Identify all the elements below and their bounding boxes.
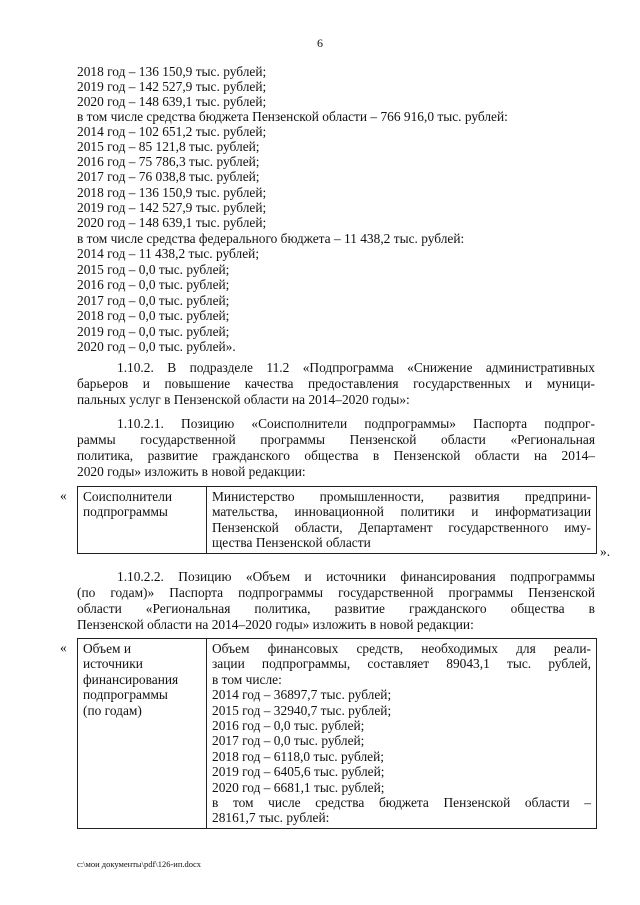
- text-line: 2020 год – 148 639,1 тыс. рублей;: [77, 215, 267, 230]
- text-line: 2018 год – 136 150,9 тыс. рублей;: [77, 64, 267, 79]
- paragraph-1-10-2-2: [77, 569, 595, 633]
- cell-line: подпрограммы: [83, 504, 168, 520]
- cell-line: щества Пензенской области: [212, 535, 371, 551]
- text-line: 2016 год – 75 786,3 тыс. рублей;: [77, 154, 260, 169]
- paragraph-line: политика, развитие гражданского общества в Пензенской области на 2014–: [77, 448, 595, 463]
- text-line: 2015 год – 85 121,8 тыс. рублей;: [77, 139, 260, 154]
- text-line: 2019 год – 0,0 тыс. рублей;: [77, 324, 230, 339]
- cell-line: (по годам): [83, 702, 142, 718]
- table-cell-label: [78, 487, 207, 554]
- text-line: 2020 год – 0,0 тыс. рублей».: [77, 339, 236, 354]
- paragraph-line: 1.10.2.2. Позицию «Объем и источники финансирования подпрограммы: [117, 569, 595, 584]
- cell-line: источники: [83, 656, 143, 672]
- paragraph-1-10-2: [77, 360, 595, 408]
- cell-line: 2016 год – 0,0 тыс. рублей;: [212, 718, 365, 734]
- paragraph-line: Пензенской области на 2014–2020 годы» изложить в новой редакции:: [77, 617, 474, 632]
- text-line: 2015 год – 0,0 тыс. рублей;: [77, 262, 230, 277]
- cell-line: в том числе:: [212, 671, 282, 687]
- cell-line: зации подпрограммы, составляет 89043,1 тыс. рублей,: [212, 656, 591, 672]
- table-cell-value: [207, 487, 597, 554]
- cell-line: 2014 год – 36897,7 тыс. рублей;: [212, 687, 392, 703]
- cell-line: Объем и: [83, 641, 132, 656]
- text-line: 2018 год – 136 150,9 тыс. рублей;: [77, 185, 267, 200]
- cell-line: в том числе средства бюджета Пензенской области –: [212, 795, 591, 811]
- text-line: в том числе средства федерального бюджета – 11 438,2 тыс. рублей:: [77, 231, 465, 246]
- paragraph-line: барьеров и повышение качества предоставления государственных и муници-: [77, 376, 595, 391]
- text-line: 2018 год – 0,0 тыс. рублей;: [77, 308, 230, 323]
- cell-line: Министерство промышленности, развития предприни-: [212, 489, 591, 504]
- text-line: 2019 год – 142 527,9 тыс. рублей;: [77, 79, 267, 94]
- paragraph-line: раммы государственной программы Пензенской области «Региональная: [77, 432, 595, 447]
- passport-table-coexecutors: [77, 486, 597, 554]
- cell-line: 2018 год – 6118,0 тыс. рублей;: [212, 748, 384, 764]
- passport-table-financing: [77, 638, 597, 829]
- cell-line: Соисполнители: [83, 489, 173, 504]
- cell-line: 28161,7 тыс. рублей:: [212, 810, 330, 826]
- table-row: [78, 639, 597, 829]
- cell-line: Объем финансовых средств, необходимых для реали-: [212, 641, 591, 656]
- paragraph-1-10-2-1: [77, 416, 595, 480]
- opening-quote: «: [60, 488, 67, 503]
- text-line: в том числе средства бюджета Пензенской области – 766 916,0 тыс. рублей:: [77, 109, 508, 124]
- text-line: 2019 год – 142 527,9 тыс. рублей;: [77, 200, 267, 215]
- footer-file-path: c:\мои документы\pdf\126-ип.docx: [77, 859, 202, 869]
- cell-line: 2015 год – 32940,7 тыс. рублей;: [212, 702, 392, 718]
- paragraph-line: 1.10.2.1. Позицию «Соисполнители подпрограммы» Паспорта подпрог-: [117, 416, 595, 431]
- text-line: 2017 год – 0,0 тыс. рублей;: [77, 293, 230, 308]
- closing-quote: ».: [600, 544, 611, 559]
- cell-line: мательства, инновационной политики и информатизации: [212, 504, 591, 520]
- table-cell-value: [207, 639, 597, 829]
- cell-line: подпрограммы: [83, 687, 168, 703]
- table-row: [78, 487, 597, 554]
- text-line: 2014 год – 11 438,2 тыс. рублей;: [77, 246, 260, 261]
- text-line: 2017 год – 76 038,8 тыс. рублей;: [77, 169, 260, 184]
- cell-line: 2019 год – 6405,6 тыс. рублей;: [212, 764, 385, 780]
- paragraph-line: 1.10.2. В подразделе 11.2 «Подпрограмма «Снижение административных: [117, 360, 595, 375]
- paragraph-line: пальных услуг в Пензенской области на 2014–2020 годы»:: [77, 392, 410, 407]
- text-line: 2016 год – 0,0 тыс. рублей;: [77, 277, 230, 292]
- paragraph-line: (по годам)» Паспорта подпрограммы государственной программы Пензенской: [77, 585, 595, 600]
- paragraph-line: области «Региональная политика, развитие гражданского общества в: [77, 601, 595, 616]
- cell-line: 2017 год – 0,0 тыс. рублей;: [212, 733, 365, 749]
- cell-line: 2020 год – 6681,1 тыс. рублей;: [212, 779, 385, 795]
- table-cell-label: [78, 639, 207, 829]
- page-number: 6: [317, 36, 323, 50]
- text-line: 2014 год – 102 651,2 тыс. рублей;: [77, 124, 267, 139]
- opening-quote: «: [60, 640, 67, 655]
- text-line: 2020 год – 148 639,1 тыс. рублей;: [77, 94, 267, 109]
- cell-line: финансирования: [83, 671, 179, 687]
- cell-line: Пензенской области, Департамент государственного иму-: [212, 519, 591, 535]
- paragraph-line: 2020 годы» изложить в новой редакции:: [77, 464, 306, 479]
